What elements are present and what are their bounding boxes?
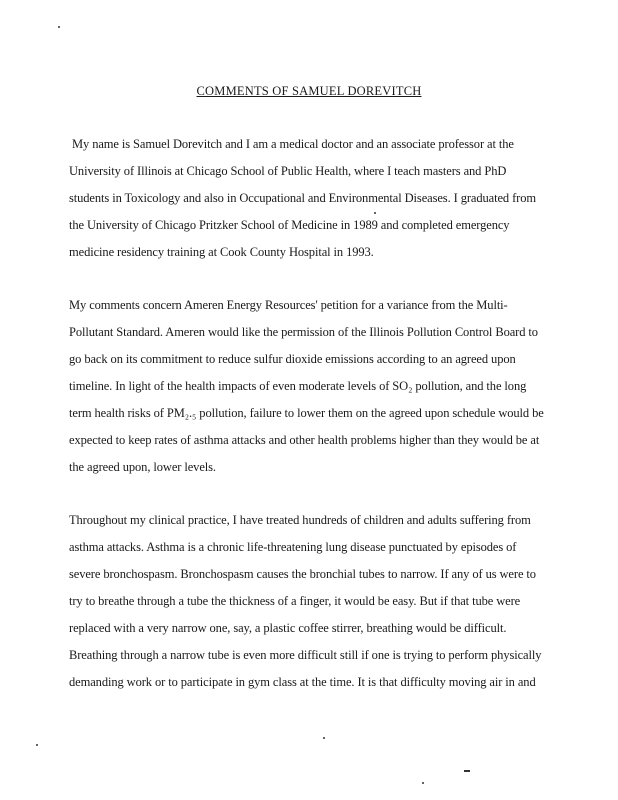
paragraph-3-line-3: severe bronchospasm. Bronchospasm causes the bronchial tubes to narrow. If any of us were to xyxy=(69,567,536,581)
paragraph-2-line-1: My comments concern Ameren Energy Resources' petition for a variance from the Multi- xyxy=(69,298,508,312)
paragraph-1-line-1: My name is Samuel Dorevitch and I am a medical doctor and an associate professor at the xyxy=(72,137,514,151)
paragraph-2-line-4: timeline. In light of the health impacts of even moderate levels of SO₂ pollution, and the long xyxy=(69,379,527,393)
paragraph-3-line-5: replaced with a very narrow one, say, a plastic coffee stirrer, breathing would be difficult. xyxy=(69,621,507,635)
paragraph-1-line-2: University of Illinois at Chicago School of Public Health, where I teach masters and PhD xyxy=(69,164,507,178)
paragraph-1-line-3: students in Toxicology and also in Occupational and Environmental Diseases. I graduated from xyxy=(69,191,537,205)
paragraph-1-line-4: the University of Chicago Pritzker School of Medicine in 1989 and completed emergency xyxy=(69,218,510,232)
scan-speck xyxy=(58,26,60,28)
paragraph-2-line-7: the agreed upon, lower levels. xyxy=(69,460,216,474)
paragraph-3-line-4: try to breathe through a tube the thickness of a finger, it would be easy. But if that tube were xyxy=(69,594,521,608)
paragraph-1-line-5: medicine residency training at Cook County Hospital in 1993. xyxy=(69,245,374,259)
paragraph-2-line-5: term health risks of PM₂.₅ pollution, failure to lower them on the agreed upon schedule would be xyxy=(69,406,544,420)
paragraph-3-line-2: asthma attacks. Asthma is a chronic life-threatening lung disease punctuated by episodes of xyxy=(69,540,517,554)
paragraph-2-line-2: Pollutant Standard. Ameren would like the permission of the Illinois Pollution Control Board to xyxy=(69,325,538,339)
scan-speck xyxy=(323,737,325,739)
document-title: COMMENTS OF SAMUEL DOREVITCH xyxy=(196,84,422,98)
scan-speck xyxy=(36,744,38,746)
paragraph-3-line-7: demanding work or to participate in gym class at the time. It is that difficulty moving air in and xyxy=(69,675,536,689)
paragraph-3-line-6: Breathing through a narrow tube is even more difficult still if one is trying to perform physically xyxy=(69,648,542,662)
scan-speck xyxy=(422,782,424,784)
scan-speck xyxy=(464,770,470,772)
paragraph-3-line-1: Throughout my clinical practice, I have treated hundreds of children and adults suffering from xyxy=(69,513,531,527)
paragraph-2-line-6: expected to keep rates of asthma attacks and other health problems higher than they would be at xyxy=(69,433,540,447)
scan-speck xyxy=(374,212,376,214)
paragraph-2-line-3: go back on its commitment to reduce sulfur dioxide emissions according to an agreed upon xyxy=(69,352,516,366)
